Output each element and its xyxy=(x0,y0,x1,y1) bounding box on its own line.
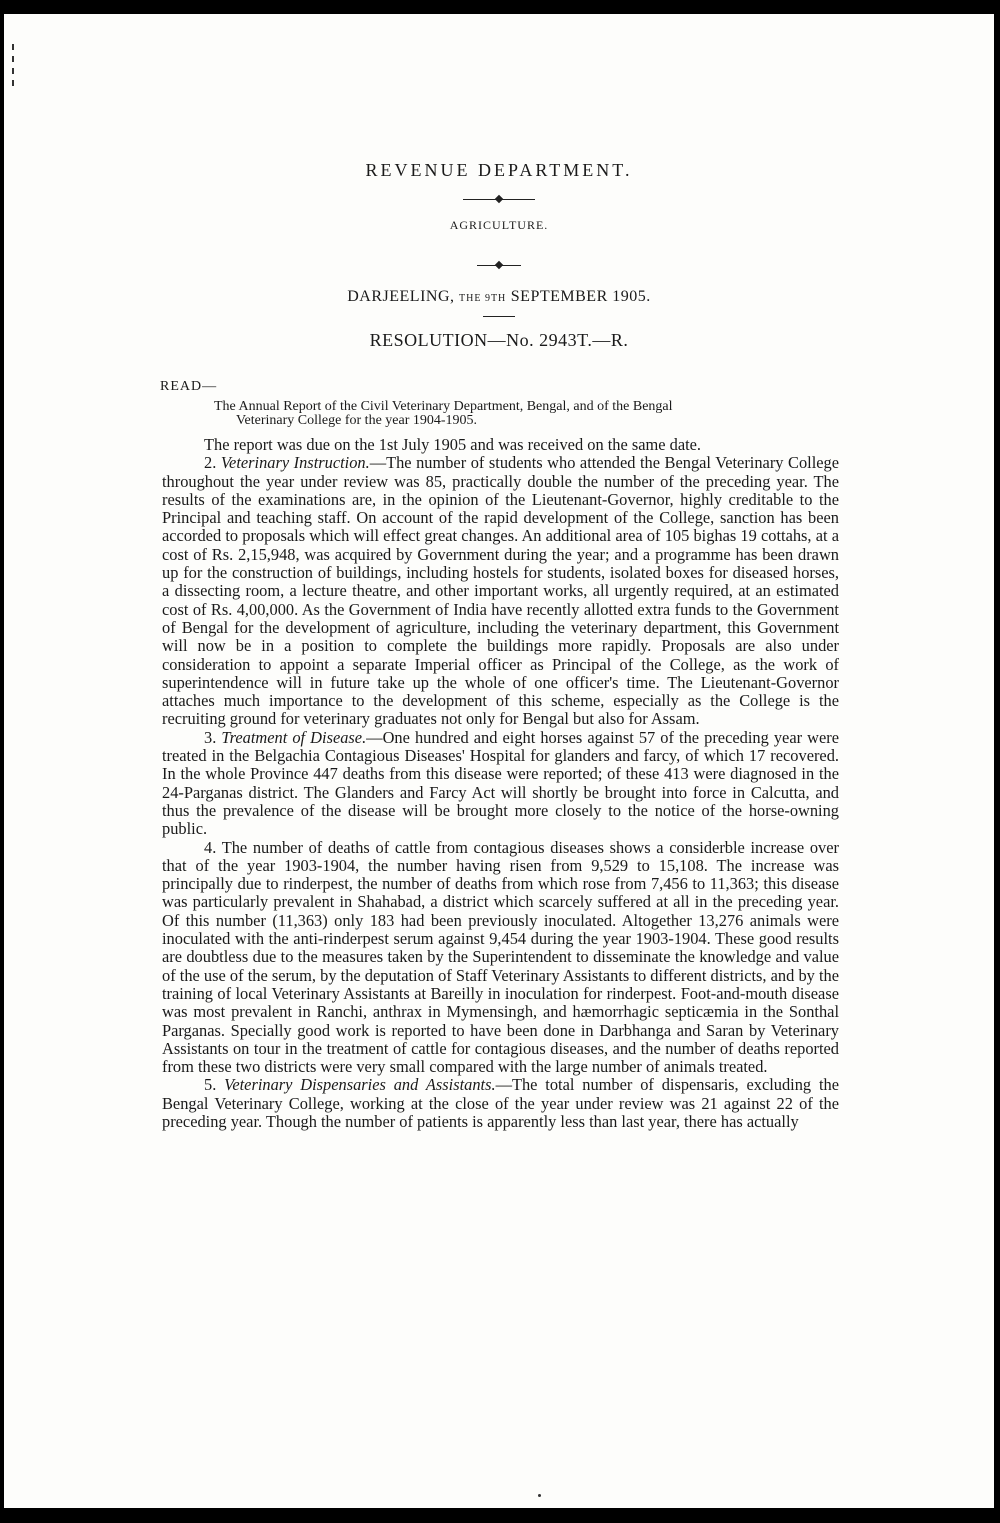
paragraph-2-heading: Veterinary Instruction. xyxy=(220,453,370,473)
paragraph-3 xyxy=(162,729,839,839)
subdepartment-title: AGRICULTURE. xyxy=(449,218,549,232)
paragraph-5 xyxy=(162,1076,839,1131)
paragraph-4 xyxy=(162,839,839,1077)
paragraph-3-number: 3. xyxy=(204,727,217,747)
dateline-day: THE 9TH xyxy=(459,293,507,304)
dateline xyxy=(4,288,994,306)
ornamental-rule xyxy=(463,195,535,205)
paragraph-3-heading: Treatment of Disease. xyxy=(221,727,367,747)
paragraph-3-text: —One hundred and eight horses against 57 of the preceding year were treated in the Belgachia Contagious Diseases' Hospital for glanders and farcy, of which 17 recovered. In the whole Province 447 deaths from this disease were reported; of these 413 were diagnosed in the 24-Parganas district. The Glanders and Farcy Act will shortly be brought into force in Calcutta, and thus the prevalence of the disease will be brought more closely to the notice of the horse-owning public. xyxy=(162,727,839,839)
ornamental-rule xyxy=(477,261,521,271)
dateline-place: DARJEELING, xyxy=(347,288,455,305)
paragraph-5-text: —The total number of dispensaris, excluding the Bengal Veterinary College, working at the close of the year under review was 21 against 22 of the preceding year. Though the number of patients is apparently less than last year, there has actually xyxy=(162,1075,839,1131)
paragraph-5-number: 5. xyxy=(204,1075,217,1095)
read-reference-line2: Veterinary College for the year 1904-1905. xyxy=(236,413,478,428)
divider-rule xyxy=(483,316,515,317)
paragraph-2-number: 2. xyxy=(204,453,217,473)
dateline-month-year: SEPTEMBER 1905. xyxy=(510,288,651,305)
read-label: READ— xyxy=(160,379,218,394)
page-mark xyxy=(538,1494,541,1497)
department-title: REVENUE DEPARTMENT. xyxy=(365,160,633,180)
paragraph-2-text: —The number of students who attended the Bengal Veterinary College throughout the year under review was 85, practically double the number of the preceding year. The results of the examinations are, in the opinion of the Lieutenant-Governor, highly creditable to the Principal and teaching staff. On account of the rapid development of the College, sanction has been accorded to proposals which will effect great changes. An additional area of 105 bighas 19 cottahs, at a cost of Rs. 2,15,948, was acquired by Government during the year; and a programme has been drawn up for the construction of buildings, including hostels for students, isolated boxes for diseased horses, a dissecting room, a lecture theatre, and other important works, all urgently required, at an estimated cost of Rs. 4,00,000. As the Government of India have recently allotted extra funds to the Government of Bengal for the development of agriculture, including the veterinary department, this Government will now be in a position to complete the buildings more rapidly. Proposals are also under consideration to appoint a separate Imperial officer as Principal of the College, as the work of superintendence will in future take up the whole of one officer's time. The Lieutenant-Governor attaches much importance to the development of this scheme, especially as the College is the recruiting ground for veterinary graduates not only for Bengal but also for Assam. xyxy=(162,453,839,729)
paragraph-4-text: The number of deaths of cattle from contagious diseases shows a considerble increase over that of the year 1903-1904, the number having risen from 9,529 to 15,108. The increase was principally due to rinderpest, the number of deaths from which rose from 7,456 to 11,363; this disease was particularly prevalent in Shahabad, a district which scarcely suffered at all in the preceding year. Of this number (11,363) only 183 had been previously inoculated. Altogether 13,276 animals were inoculated with the anti-rinderpest serum against 9,454 during the year 1903-1904. These good results are doubtless due to the measures taken by the Superintendent to disseminate the knowledge and value of the use of the serum, by the deputation of Staff Veterinary Assistants to different districts, and by the training of local Veterinary Assistants at Bareilly in inoculation for rinderpest. Foot-and-mouth disease was most prevalent in Ranchi, anthrax in Mymensingh, and hæmorrhagic septicæmia in the Sonthal Parganas. Specially good work is reported to have been done in Darbhanga and Saran by Veterinary Assistants on tour in the treatment of cattle for contagious diseases, and the number of deaths reported from these two districts were very small compared with the large number of animals treated. xyxy=(162,837,839,1077)
paragraph-4-number: 4. xyxy=(204,837,217,857)
paragraph-2 xyxy=(162,454,839,728)
read-reference xyxy=(214,400,842,428)
document-page xyxy=(4,14,994,1508)
margin-marks xyxy=(12,44,18,104)
resolution-body xyxy=(162,436,839,1131)
read-reference-line1: The Annual Report of the Civil Veterinary Department, Bengal, and of the Bengal xyxy=(214,399,673,414)
resolution-number: RESOLUTION—No. 2943T.—R. xyxy=(369,330,629,350)
paragraph-1: The report was due on the 1st July 1905 and was received on the same date. xyxy=(204,435,702,454)
paragraph-5-heading: Veterinary Dispensaries and Assistants. xyxy=(224,1075,496,1095)
